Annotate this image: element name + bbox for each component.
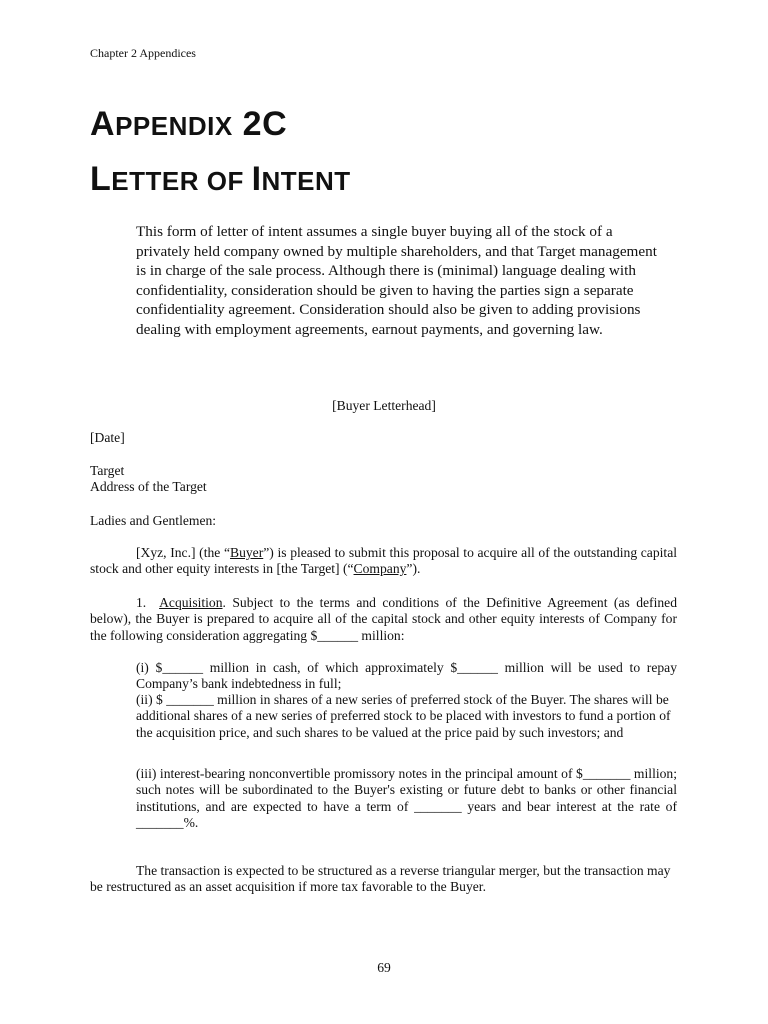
title-smallcaps: NTENT: [261, 166, 351, 196]
text-run: ”).: [406, 561, 421, 577]
structure-paragraph: The transaction is expected to be structured as a reverse triangular merger, but the transaction may be restructured as an asset acquisition if more tax favorable to the Buyer.: [90, 863, 671, 895]
text-run: ”) is pleased to submit this proposal to acquire all of the outstanding capital stock and other equity interests in [the Target] (“: [90, 545, 678, 577]
consideration-item-iii: (iii) interest-bearing nonconvertible promissory notes in the principal amount of $_______ million; such notes will be subordinated to the Buyer's existing or future debt to banks or other financial institutions, and are expected to have a term of _______ years and bear interest at the rate of _______%.: [136, 766, 677, 830]
text-run: . Subject to the terms and conditions of the Definitive Agreement (as defined below), the Buyer is prepared to acquire all of the capital stock and other equity interests of Company for the following consideration aggregating $______ million:: [90, 595, 677, 643]
defined-term-company: Company: [353, 561, 407, 577]
title-cap: A: [90, 105, 116, 143]
letter-title: [90, 162, 351, 196]
title-smallcaps: ETTER OF: [111, 166, 252, 196]
title-cap: L: [90, 160, 112, 198]
title-smallcaps: PPENDIX: [115, 111, 233, 141]
section-heading: Acquisition: [159, 595, 223, 610]
address-line: Target: [90, 463, 125, 478]
section-number: 1.: [136, 595, 147, 610]
title-number: 2C: [232, 105, 288, 143]
date-placeholder: [Date]: [90, 430, 125, 445]
defined-term-buyer: Buyer: [230, 545, 264, 560]
address-line: Address of the Target: [90, 479, 207, 495]
intro-paragraph: This form of letter of intent assumes a single buyer buying all of the stock of a privately held company owned by multiple shareholders, and that Target management is in charge of the sale process. Although there is (minimal) language dealing with confidentiality, consideration should be given to having the parties sign a separate confidentiality agreement. Consideration should also be given to adding provisions dealing with employment agreements, earnout payments, and governing law.: [136, 223, 657, 338]
salutation: Ladies and Gentlemen:: [90, 513, 217, 528]
title-cap: I: [251, 160, 262, 198]
consideration-item-ii: (ii) $ _______ million in shares of a new series of preferred stock of the Buyer. The shares will be additional shares of a new series of preferred stock to be placed with investors to fund a portion of the acquisition price, and such shares to be valued at the price paid by such investors; and: [136, 692, 671, 740]
recipient-address: [90, 463, 207, 496]
running-head: Chapter 2 Appendices: [90, 46, 196, 60]
page-number: 69: [377, 960, 391, 975]
buyer-letterhead: [Buyer Letterhead]: [332, 398, 436, 413]
acquisition-paragraph: [90, 595, 677, 644]
appendix-title: [90, 107, 287, 141]
consideration-item-i: (i) $______ million in cash, of which approximately $______ million will be used to repay Company’s bank indebtedness in full;: [136, 660, 677, 692]
text-run: [Xyz, Inc.] (the “: [136, 545, 231, 560]
opening-paragraph: [90, 545, 677, 578]
